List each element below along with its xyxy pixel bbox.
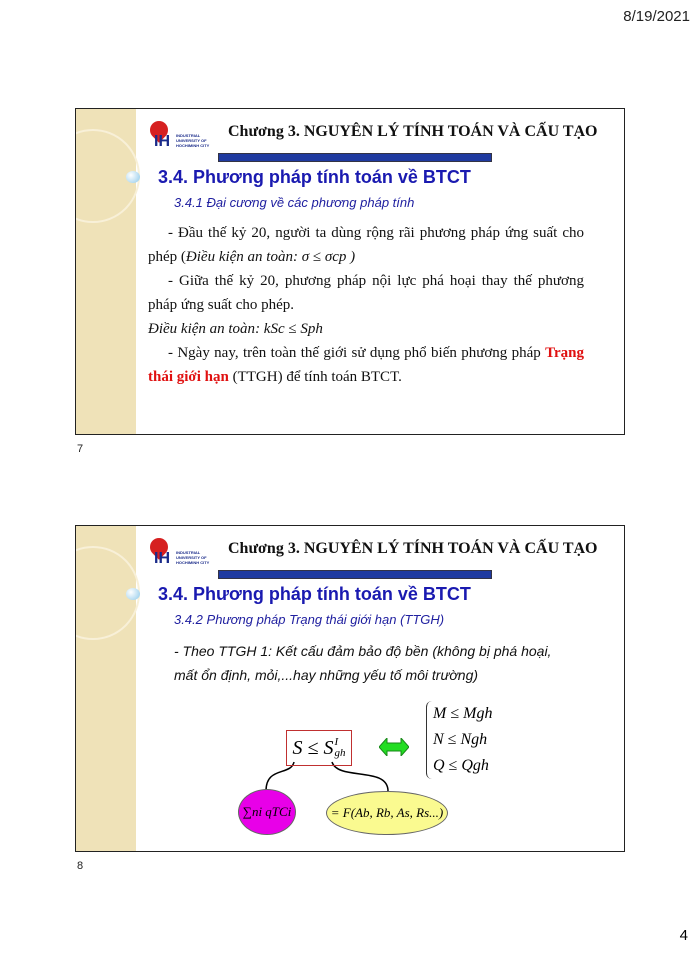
condition: M ≤ Mgh <box>433 705 493 722</box>
slide-7 <box>75 108 625 435</box>
double-arrow-icon <box>379 738 409 756</box>
title-bar <box>218 153 492 162</box>
condition: Q ≤ Qgh <box>433 757 489 774</box>
print-date: 8/19/2021 <box>623 8 690 25</box>
paragraph: - Ngày nay, trên toàn thế giới sử dụng phổ biến phương pháp <box>168 345 541 361</box>
paragraph: - Giữa thế kỷ 20, phương pháp nội lực phá hoại thay thế phương pháp ứng suất cho phép. <box>148 273 584 313</box>
university-logo: IH INDUSTRIAL UNIVERSITY OF HOCHIMINH CITY <box>146 119 216 153</box>
chapter-title: Chương 3. NGUYÊN LÝ TÍNH TOÁN VÀ CẤU TẠO <box>228 123 598 140</box>
slide-number: 7 <box>77 443 84 455</box>
slide-body <box>148 221 584 389</box>
section-heading: 3.4. Phương pháp tính toán về BTCT <box>158 167 471 187</box>
limit-state-formula: S ≤ S I gh <box>286 730 352 766</box>
italic-text: Điều kiện an toàn <box>148 321 256 337</box>
paragraph: (TTGH) để tính toán BTCT. <box>228 369 402 385</box>
slide-8 <box>75 525 625 852</box>
page-number: 4 <box>679 927 688 944</box>
formula: : kSc ≤ Sph <box>255 321 323 337</box>
paragraph: - Theo TTGH 1: Kết cấu đảm bảo độ bền (không bị phá hoại, mất ổn định, mỏi,...hay những yếu tố môi trường) <box>174 643 552 683</box>
condition: N ≤ Ngh <box>433 731 488 748</box>
italic-text: Điều kiện an toàn <box>185 249 293 265</box>
resistance-function-ellipse: = F(Ab, Rb, As, Rs...) <box>326 791 448 835</box>
condition-system <box>426 701 492 779</box>
subsection-heading: 3.4.1 Đại cương về các phương pháp tính <box>174 195 415 210</box>
load-sum-ellipse: ∑ni qTCi <box>238 789 296 835</box>
section-heading: 3.4. Phương pháp tính toán về BTCT <box>158 584 471 604</box>
highlight-text: Trạng thái giới hạn <box>148 345 585 385</box>
paragraph: - Đầu thế kỷ 20, người ta dùng rộng rãi phương pháp ứng suất cho phép ( <box>148 225 584 265</box>
university-logo: IH INDUSTRIAL UNIVERSITY OF HOCHIMINH CITY <box>146 536 216 570</box>
chapter-title: Chương 3. NGUYÊN LÝ TÍNH TOÁN VÀ CẤU TẠO <box>228 540 598 557</box>
subsection-heading: 3.4.2 Phương pháp Trạng thái giới hạn (TTGH) <box>174 612 445 627</box>
formula: : σ ≤ σcp ) <box>292 249 356 265</box>
slide-number: 8 <box>77 860 84 872</box>
slide-sidebar <box>76 109 136 434</box>
bullet-icon <box>126 171 140 183</box>
